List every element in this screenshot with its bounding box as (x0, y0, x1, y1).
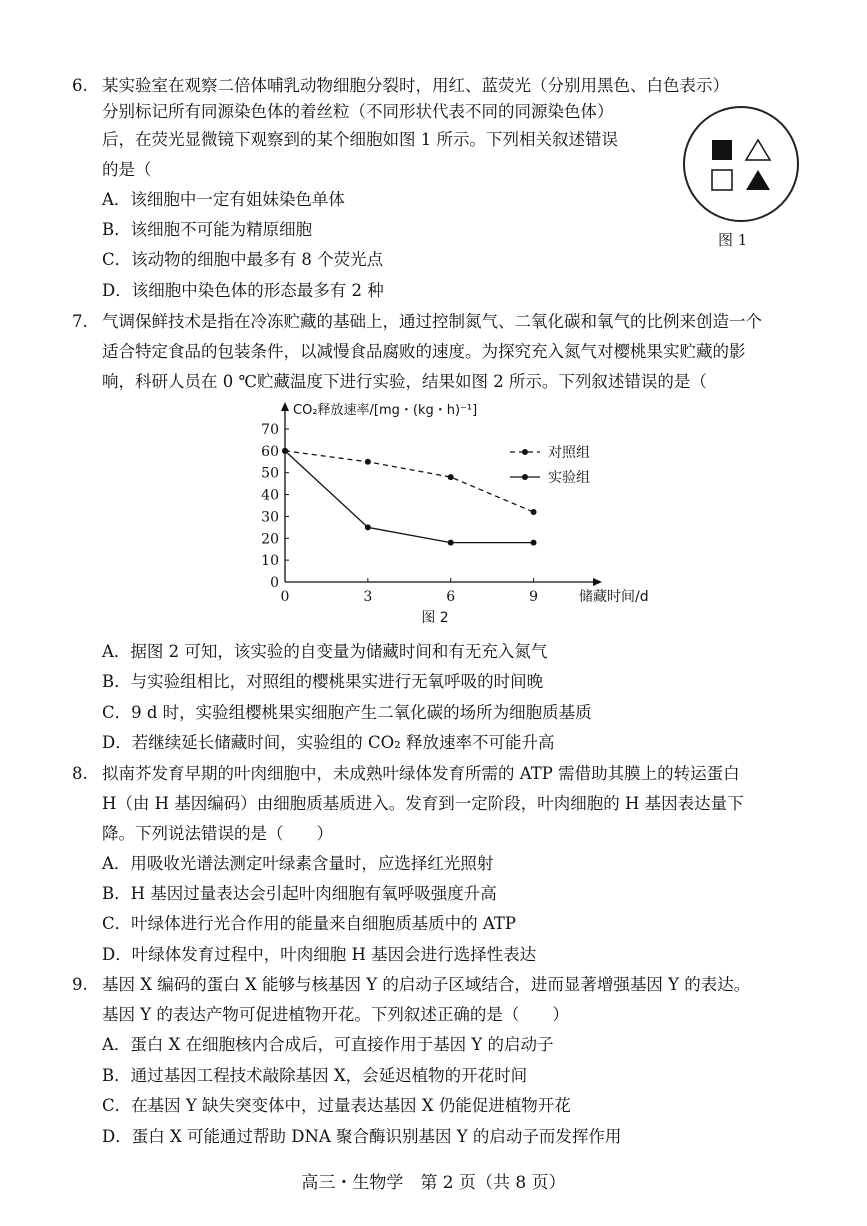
y-tick-label: 50 (261, 465, 279, 482)
q6-line-3: 后，在荧光显微镜下观察到的某个细胞如图 1 所示。下列相关叙述错误 (102, 130, 618, 149)
y-tick-label: 10 (261, 553, 279, 570)
figure-2-chart (255, 394, 649, 630)
q7-option-d: D．若继续延长储藏时间，实验组的 CO₂ 释放速率不可能升高 (102, 733, 555, 752)
q7-option-a: A．据图 2 可知，该实验的自变量为储藏时间和有无充入氮气 (102, 642, 548, 661)
figure-1-caption: 图 1 (718, 231, 748, 249)
q6-option-a: A．该细胞中一定有姐妹染色单体 (102, 190, 345, 209)
y-tick-label: 60 (261, 443, 279, 460)
x-axis-label: 储藏时间/d (579, 589, 649, 605)
q7-number: 7. (72, 312, 88, 331)
series-0-point (365, 459, 371, 465)
q8-option-b: B．H 基因过量表达会引起叶肉细胞有氧呼吸强度升高 (102, 884, 497, 903)
y-tick-label: 40 (261, 487, 279, 504)
figure-1-cell-diagram (683, 106, 799, 222)
legend-marker-1 (522, 474, 528, 480)
q8-option-a: A．用吸收光谱法测定叶绿素含量时，应选择红光照射 (102, 854, 494, 873)
q6-line-1: 某实验室在观察二倍体哺乳动物细胞分裂时，用红、蓝荧光（分别用黑色、白色表示） (102, 76, 729, 95)
series-1-point (282, 448, 288, 454)
q8-number: 8. (72, 764, 88, 783)
q8-line-2: H（由 H 基因编码）由细胞质基质进入。发育到一定阶段，叶肉细胞的 H 基因表达量下 (102, 794, 744, 813)
y-tick-label: 70 (261, 422, 279, 438)
y-tick-label: 0 (270, 575, 279, 591)
x-tick-label: 9 (529, 589, 539, 605)
q9-option-a: A．蛋白 X 在细胞核内合成后，可直接作用于基因 Y 的启动子 (102, 1035, 554, 1054)
q9-number: 9. (72, 975, 88, 994)
black-triangle-marker (746, 170, 770, 190)
q7-option-b: B．与实验组相比，对照组的樱桃果实进行无氧呼吸的时间晚 (102, 672, 544, 691)
figure-1-chromosome-markers (685, 108, 797, 220)
black-square-marker (712, 140, 732, 160)
q8-line-1: 拟南芥发育早期的叶肉细胞中，未成熟叶绿体发育所需的 ATP 需借助其膜上的转运蛋白 (102, 764, 740, 783)
q6-line-2: 分别标记所有同源染色体的着丝粒（不同形状代表不同的同源染色体） (102, 102, 614, 121)
page-footer: 高三・生物学 第 2 页（共 8 页） (301, 1173, 566, 1193)
q9-line-2: 基因 Y 的表达产物可促进植物开花。下列叙述正确的是（ ） (102, 1005, 569, 1024)
series-0-point (531, 509, 537, 515)
y-tick-label: 20 (261, 531, 279, 548)
x-tick-label: 0 (280, 589, 290, 605)
q9-line-1: 基因 X 编码的蛋白 X 能够与核基因 Y 的启动子区域结合，进而显著增强基因 Y 的表达。 (102, 975, 751, 994)
x-axis-arrow (593, 578, 602, 586)
q7-line-3: 响，科研人员在 0 ℃贮藏温度下进行实验，结果如图 2 所示。下列叙述错误的是（ (102, 372, 707, 391)
q6-option-c: C．该动物的细胞中最多有 8 个荧光点 (102, 250, 384, 269)
series-0-point (448, 474, 454, 480)
legend-label-0: 对照组 (548, 445, 590, 461)
q7-line-1: 气调保鲜技术是指在冷冻贮藏的基础上，通过控制氮气、二氧化碳和氧气的比例来创造一个 (102, 312, 762, 331)
x-tick-label: 6 (446, 589, 456, 605)
q6-option-b: B．该细胞不可能为精原细胞 (102, 220, 313, 239)
white-square-marker (712, 170, 732, 190)
series-1-point (365, 524, 371, 530)
q7-option-c: C．9 d 时，实验组樱桃果实细胞产生二氧化碳的场所为细胞质基质 (102, 703, 592, 722)
q6-number: 6. (72, 76, 88, 95)
q7-line-2: 适合特定食品的包装条件，以减慢食品腐败的速度。为探究充入氮气对樱桃果实贮藏的影 (102, 342, 746, 361)
y-axis-arrow (281, 402, 289, 411)
white-triangle-marker (746, 140, 770, 160)
legend-label-1: 实验组 (548, 470, 590, 486)
q8-option-d: D．叶绿体发育过程中，叶肉细胞 H 基因会进行选择性表达 (102, 945, 537, 964)
q8-line-3: 降。下列说法错误的是（ ） (102, 824, 333, 843)
series-line-0 (285, 451, 534, 512)
q6-line-4: 的是（ (102, 160, 152, 179)
series-1-point (448, 540, 454, 546)
q6-option-d: D．该细胞中染色体的形态最多有 2 种 (102, 281, 384, 300)
co2-release-line-chart (255, 394, 649, 630)
x-tick-label: 3 (363, 589, 373, 605)
q9-option-d: D．蛋白 X 可能通过帮助 DNA 聚合酶识别基因 Y 的启动子而发挥作用 (102, 1127, 622, 1146)
y-tick-label: 30 (261, 509, 279, 526)
q9-option-c: C．在基因 Y 缺失突变体中，过量表达基因 X 仍能促进植物开花 (102, 1096, 571, 1115)
legend-marker-0 (522, 449, 528, 455)
q8-option-c: C．叶绿体进行光合作用的能量来自细胞质基质中的 ATP (102, 914, 516, 933)
series-1-point (531, 540, 537, 546)
q9-option-b: B．通过基因工程技术敲除基因 X，会延迟植物的开花时间 (102, 1066, 528, 1085)
figure-2-caption: 图 2 (421, 610, 449, 626)
y-axis-label: CO₂释放速率/[mg・(kg・h)⁻¹] (293, 403, 478, 418)
